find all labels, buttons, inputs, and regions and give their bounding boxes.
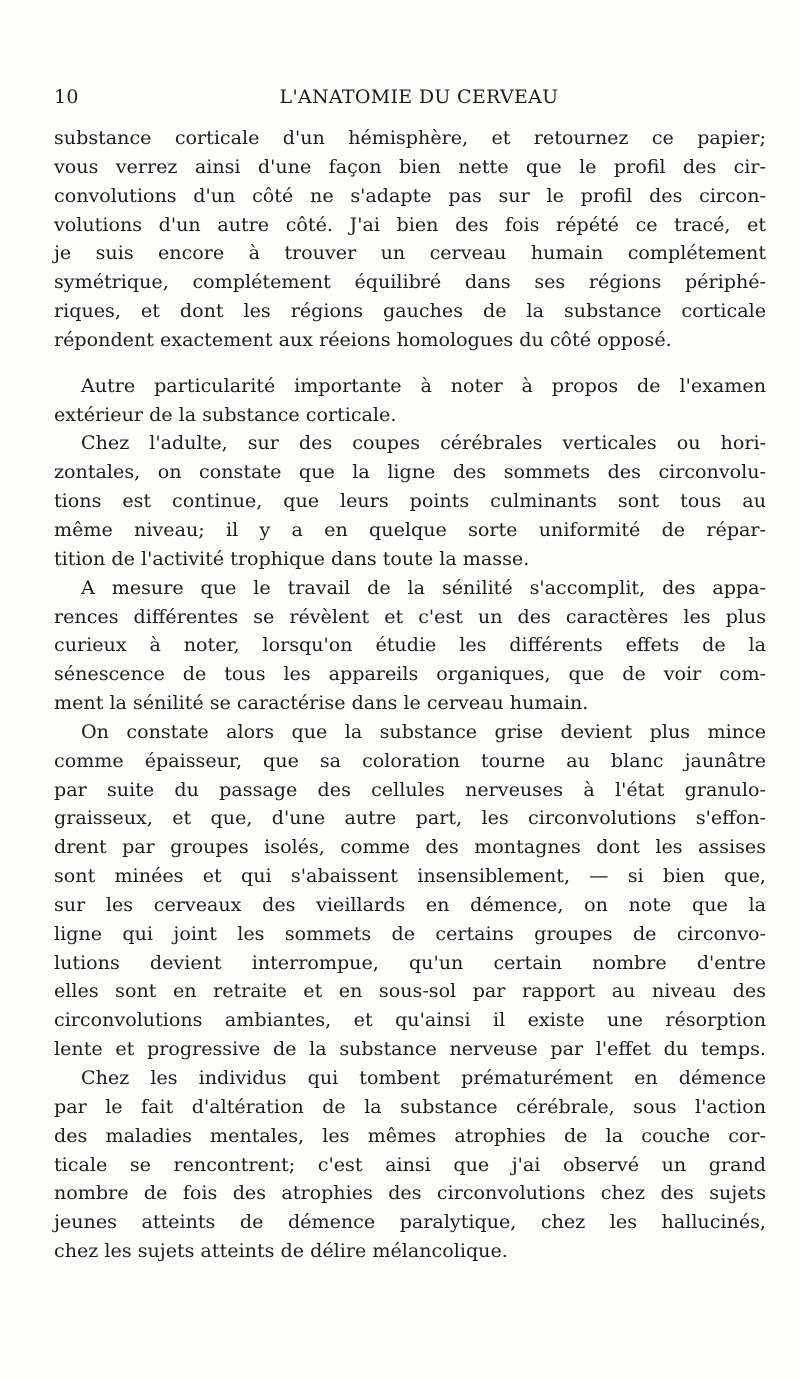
paragraph: [54, 574, 766, 718]
text-line: tition de l'activité trophique dans toute la masse.: [54, 546, 530, 570]
text-line: des maladies mentales, les mêmes atrophies de la couche cor-: [54, 1123, 766, 1147]
text-line: symétrique, complétement équilibré dans ses régions périphé-: [54, 270, 766, 294]
text-line: ligne qui joint les sommets de certains groupes de circonvo-: [54, 921, 766, 945]
body-text: [54, 124, 766, 1266]
text-line: rences différentes se révèlent et c'est un des caractères les plus: [54, 604, 766, 628]
text-line: curieux à noter, lorsqu'on étudie les différents effets de la: [54, 633, 766, 657]
text-line: extérieur de la substance corticale.: [54, 402, 397, 426]
text-line: circonvolutions ambiantes, et qu'ainsi il existe une résorption: [54, 1008, 766, 1032]
text-line: On constate alors que la substance grise devient plus mince: [81, 719, 766, 743]
text-line: répondent exactement aux réeions homologues du côté opposé.: [54, 327, 672, 351]
text-line: substance corticale d'un hémisphère, et retournez ce papier;: [54, 126, 766, 149]
text-line: par suite du passage des cellules nerveuses à l'état granulo-: [54, 777, 766, 801]
text-line: Chez les individus qui tombent prématurément en démence: [81, 1066, 766, 1089]
paragraph: [54, 124, 766, 355]
text-line: tions est continue, que leurs points culminants sont tous au: [54, 489, 766, 513]
paragraph: [54, 429, 766, 573]
text-line: sur les cerveaux des vieillards en démence, on note que la: [54, 892, 766, 916]
text-line: volutions d'un autre côté. J'ai bien des fois répété ce tracé, et: [54, 212, 766, 236]
text-line: comme épaisseur, que sa coloration tourne au blanc jaunâtre: [54, 748, 766, 772]
text-line: sénescence de tous les appareils organiques, que de voir com-: [54, 662, 766, 686]
text-line: elles sont en retraite et en sous-sol par rapport au niveau des: [54, 979, 766, 1003]
text-line: lutions devient interrompue, qu'un certain nombre d'entre: [54, 950, 766, 974]
text-line: nombre de fois des atrophies des circonvolutions chez des sujets: [54, 1181, 766, 1205]
paragraph-gap: [54, 355, 766, 372]
text-line: Autre particularité importante à noter à propos de l'examen: [81, 373, 766, 397]
text-line: je suis encore à trouver un cerveau humain complétement: [54, 241, 766, 265]
text-line: vous verrez ainsi d'une façon bien nette que le profil des cir-: [54, 154, 766, 178]
text-line: convolutions d'un côté ne s'adapte pas sur le profil des circon-: [54, 183, 766, 207]
text-line: jeunes atteints de démence paralytique, chez les hallucinés,: [54, 1210, 766, 1234]
running-title: L'ANATOMIE DU CERVEAU: [279, 86, 559, 108]
text-line: drent par groupes isolés, comme des montagnes dont les assises: [54, 835, 766, 859]
text-line: par le fait d'altération de la substance cérébrale, sous l'action: [54, 1094, 766, 1118]
text-line: Chez l'adulte, sur des coupes cérébrales verticales ou hori-: [81, 431, 766, 455]
text-line: riques, et dont les régions gauches de la substance corticale: [54, 299, 766, 323]
text-line: lente et progressive de la substance nerveuse par l'effet du temps.: [54, 1037, 766, 1061]
running-head: [54, 86, 774, 116]
text-line: A mesure que le travail de la sénilité s'accomplit, des appa-: [81, 575, 766, 599]
paragraph: [54, 1064, 766, 1266]
paragraph: [54, 718, 766, 1064]
text-line: ticale se rencontrent; c'est ainsi que j'ai observé un grand: [54, 1152, 766, 1176]
text-line: chez les sujets atteints de délire mélancolique.: [54, 1239, 508, 1263]
text-line: ment la sénilité se caractérise dans le cerveau humain.: [54, 691, 589, 715]
text-line: sont minées et qui s'abaissent insensiblement, — si bien que,: [54, 864, 766, 888]
paragraph: [54, 372, 766, 430]
text-line: même niveau; il y a en quelque sorte uniformité de répar-: [54, 517, 766, 541]
page-number: 10: [54, 86, 79, 108]
text-line: graisseux, et que, d'une autre part, les circonvolutions s'effon-: [54, 806, 766, 830]
text-line: zontales, on constate que la ligne des sommets des circonvolu-: [54, 460, 766, 484]
